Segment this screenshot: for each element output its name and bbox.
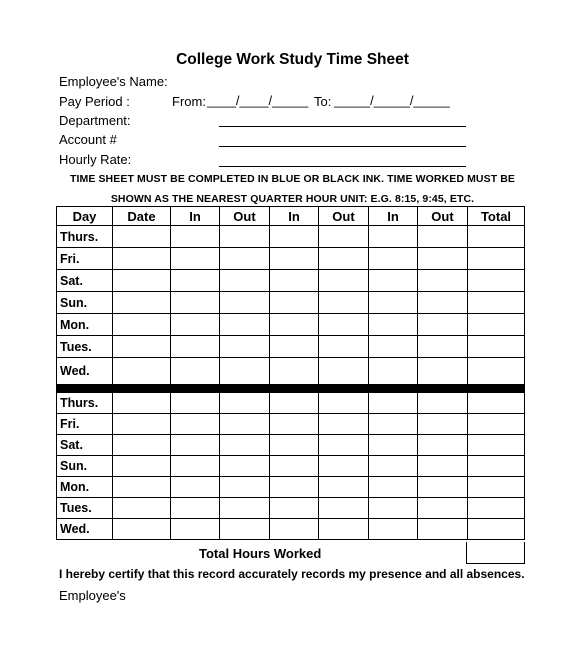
- day-cell: Mon.: [57, 477, 113, 498]
- table-row: [57, 393, 525, 414]
- date-cell[interactable]: [113, 477, 171, 498]
- date-cell[interactable]: [113, 226, 171, 248]
- in-1-cell[interactable]: [171, 226, 220, 248]
- col-header-day: Day: [57, 207, 113, 226]
- out-2-cell[interactable]: [319, 270, 369, 292]
- in-1-cell[interactable]: [171, 519, 220, 540]
- table-row: [57, 314, 525, 336]
- total-hours-label: Total Hours Worked: [199, 546, 322, 561]
- in-3-cell[interactable]: [369, 358, 418, 385]
- from-date-field[interactable]: ____/____/_____: [207, 93, 309, 108]
- out-3-cell[interactable]: [418, 519, 468, 540]
- day-cell: Sat.: [57, 270, 113, 292]
- employee-name-label: Employee's Name:: [59, 74, 168, 89]
- in-3-cell[interactable]: [369, 314, 418, 336]
- in-2-cell[interactable]: [270, 314, 319, 336]
- table-row: [57, 456, 525, 477]
- week-separator-bar: [57, 385, 525, 393]
- day-cell: Tues.: [57, 498, 113, 519]
- col-header-out-2: Out: [319, 207, 369, 226]
- in-2-cell[interactable]: [270, 456, 319, 477]
- in-3-cell[interactable]: [369, 393, 418, 414]
- col-header-out-3: Out: [418, 207, 468, 226]
- instructions-line-2: SHOWN AS THE NEAREST QUARTER HOUR UNIT: E.G. 8:15, 9:45, ETC.: [110, 193, 475, 205]
- in-2-cell[interactable]: [270, 270, 319, 292]
- in-1-cell[interactable]: [171, 358, 220, 385]
- total-cell[interactable]: [468, 498, 525, 519]
- out-2-cell[interactable]: [319, 226, 369, 248]
- out-3-cell[interactable]: [418, 358, 468, 385]
- in-1-cell[interactable]: [171, 414, 220, 435]
- date-cell[interactable]: [113, 270, 171, 292]
- hourly-rate-label: Hourly Rate:: [59, 152, 132, 167]
- date-cell[interactable]: [113, 314, 171, 336]
- col-header-date: Date: [113, 207, 171, 226]
- out-2-cell[interactable]: [319, 393, 369, 414]
- out-1-cell[interactable]: [220, 336, 270, 358]
- out-3-cell[interactable]: [418, 292, 468, 314]
- out-2-cell[interactable]: [319, 336, 369, 358]
- col-header-out-1: Out: [220, 207, 270, 226]
- out-3-cell[interactable]: [418, 456, 468, 477]
- in-3-cell[interactable]: [369, 248, 418, 270]
- out-2-cell[interactable]: [319, 292, 369, 314]
- out-3-cell[interactable]: [418, 270, 468, 292]
- total-cell[interactable]: [468, 414, 525, 435]
- date-cell[interactable]: [113, 456, 171, 477]
- in-3-cell[interactable]: [369, 456, 418, 477]
- out-3-cell[interactable]: [418, 226, 468, 248]
- in-2-cell[interactable]: [270, 519, 319, 540]
- account-label: Account #: [59, 132, 117, 147]
- table-row: [57, 226, 525, 248]
- total-cell[interactable]: [468, 226, 525, 248]
- total-cell[interactable]: [468, 456, 525, 477]
- in-3-cell[interactable]: [369, 292, 418, 314]
- in-2-cell[interactable]: [270, 477, 319, 498]
- department-label: Department:: [59, 113, 131, 128]
- out-1-cell[interactable]: [220, 248, 270, 270]
- col-header-in-2: In: [270, 207, 319, 226]
- in-1-cell[interactable]: [171, 435, 220, 456]
- in-3-cell[interactable]: [369, 477, 418, 498]
- date-cell[interactable]: [113, 292, 171, 314]
- total-cell[interactable]: [468, 292, 525, 314]
- table-row: [57, 435, 525, 456]
- out-1-cell[interactable]: [220, 456, 270, 477]
- to-date-field[interactable]: _____/_____/_____: [334, 93, 450, 108]
- table-row: [57, 358, 525, 385]
- table-row: [57, 270, 525, 292]
- table-row: [57, 477, 525, 498]
- pay-period-label: Pay Period :: [59, 94, 130, 109]
- out-3-cell[interactable]: [418, 477, 468, 498]
- out-2-cell[interactable]: [319, 498, 369, 519]
- out-1-cell[interactable]: [220, 477, 270, 498]
- total-cell[interactable]: [468, 314, 525, 336]
- out-3-cell[interactable]: [418, 393, 468, 414]
- out-3-cell[interactable]: [418, 336, 468, 358]
- week-separator: [57, 385, 525, 393]
- in-3-cell[interactable]: [369, 498, 418, 519]
- in-2-cell[interactable]: [270, 358, 319, 385]
- in-3-cell[interactable]: [369, 414, 418, 435]
- out-2-cell[interactable]: [319, 435, 369, 456]
- total-cell[interactable]: [468, 248, 525, 270]
- out-3-cell[interactable]: [418, 498, 468, 519]
- out-3-cell[interactable]: [418, 314, 468, 336]
- date-cell[interactable]: [113, 248, 171, 270]
- day-cell: Sat.: [57, 435, 113, 456]
- out-2-cell[interactable]: [319, 248, 369, 270]
- from-label: From:: [172, 94, 206, 109]
- in-1-cell[interactable]: [171, 393, 220, 414]
- in-2-cell[interactable]: [270, 414, 319, 435]
- in-1-cell[interactable]: [171, 248, 220, 270]
- instructions-line-1: TIME SHEET MUST BE COMPLETED IN BLUE OR BLACK INK. TIME WORKED MUST BE: [69, 173, 516, 185]
- col-header-in-3: In: [369, 207, 418, 226]
- in-2-cell[interactable]: [270, 393, 319, 414]
- day-cell: Fri.: [57, 414, 113, 435]
- timesheet-table: [56, 206, 525, 540]
- total-cell[interactable]: [468, 336, 525, 358]
- in-2-cell[interactable]: [270, 226, 319, 248]
- in-1-cell[interactable]: [171, 498, 220, 519]
- out-1-cell[interactable]: [220, 498, 270, 519]
- out-1-cell[interactable]: [220, 435, 270, 456]
- to-label: To:: [314, 94, 332, 109]
- total-cell[interactable]: [468, 477, 525, 498]
- out-3-cell[interactable]: [418, 248, 468, 270]
- total-cell[interactable]: [468, 519, 525, 540]
- out-1-cell[interactable]: [220, 270, 270, 292]
- in-1-cell[interactable]: [171, 336, 220, 358]
- account-field[interactable]: [219, 146, 466, 147]
- day-cell: Sun.: [57, 456, 113, 477]
- date-cell[interactable]: [113, 498, 171, 519]
- out-1-cell[interactable]: [220, 519, 270, 540]
- in-2-cell[interactable]: [270, 336, 319, 358]
- in-3-cell[interactable]: [369, 519, 418, 540]
- out-1-cell[interactable]: [220, 414, 270, 435]
- out-1-cell[interactable]: [220, 226, 270, 248]
- out-2-cell[interactable]: [319, 519, 369, 540]
- date-cell[interactable]: [113, 414, 171, 435]
- date-cell[interactable]: [113, 336, 171, 358]
- in-1-cell[interactable]: [171, 270, 220, 292]
- department-field[interactable]: [219, 126, 466, 127]
- in-2-cell[interactable]: [270, 435, 319, 456]
- total-hours-field[interactable]: [466, 542, 525, 564]
- certification-statement: I hereby certify that this record accurately records my presence and all absences.: [59, 567, 525, 581]
- total-cell[interactable]: [468, 435, 525, 456]
- out-2-cell[interactable]: [319, 358, 369, 385]
- out-1-cell[interactable]: [220, 292, 270, 314]
- out-3-cell[interactable]: [418, 414, 468, 435]
- out-1-cell[interactable]: [220, 393, 270, 414]
- total-cell[interactable]: [468, 358, 525, 385]
- in-3-cell[interactable]: [369, 435, 418, 456]
- table-row: [57, 248, 525, 270]
- out-2-cell[interactable]: [319, 414, 369, 435]
- date-cell[interactable]: [113, 435, 171, 456]
- in-3-cell[interactable]: [369, 336, 418, 358]
- day-cell: Thurs.: [57, 393, 113, 414]
- day-cell: Wed.: [57, 519, 113, 540]
- col-header-total: Total: [468, 207, 525, 226]
- date-cell[interactable]: [113, 393, 171, 414]
- table-row: [57, 519, 525, 540]
- day-cell: Tues.: [57, 336, 113, 358]
- day-cell: Mon.: [57, 314, 113, 336]
- day-cell: Sun.: [57, 292, 113, 314]
- out-1-cell[interactable]: [220, 314, 270, 336]
- table-row: [57, 292, 525, 314]
- date-cell[interactable]: [113, 519, 171, 540]
- total-cell[interactable]: [468, 270, 525, 292]
- day-cell: Fri.: [57, 248, 113, 270]
- in-2-cell[interactable]: [270, 248, 319, 270]
- in-3-cell[interactable]: [369, 226, 418, 248]
- table-row: [57, 336, 525, 358]
- in-2-cell[interactable]: [270, 292, 319, 314]
- out-2-cell[interactable]: [319, 456, 369, 477]
- out-3-cell[interactable]: [418, 435, 468, 456]
- day-cell: Wed.: [57, 358, 113, 385]
- out-2-cell[interactable]: [319, 477, 369, 498]
- total-cell[interactable]: [468, 393, 525, 414]
- in-1-cell[interactable]: [171, 314, 220, 336]
- out-2-cell[interactable]: [319, 314, 369, 336]
- in-1-cell[interactable]: [171, 292, 220, 314]
- out-1-cell[interactable]: [220, 358, 270, 385]
- in-1-cell[interactable]: [171, 477, 220, 498]
- page-title: College Work Study Time Sheet: [176, 51, 409, 68]
- table-row: [57, 498, 525, 519]
- header-row: [57, 207, 525, 226]
- date-cell[interactable]: [113, 358, 171, 385]
- employee-signature-label: Employee's: [59, 588, 126, 603]
- in-1-cell[interactable]: [171, 456, 220, 477]
- day-cell: Thurs.: [57, 226, 113, 248]
- hourly-rate-field[interactable]: [219, 166, 466, 167]
- table-row: [57, 414, 525, 435]
- in-2-cell[interactable]: [270, 498, 319, 519]
- in-3-cell[interactable]: [369, 270, 418, 292]
- col-header-in-1: In: [171, 207, 220, 226]
